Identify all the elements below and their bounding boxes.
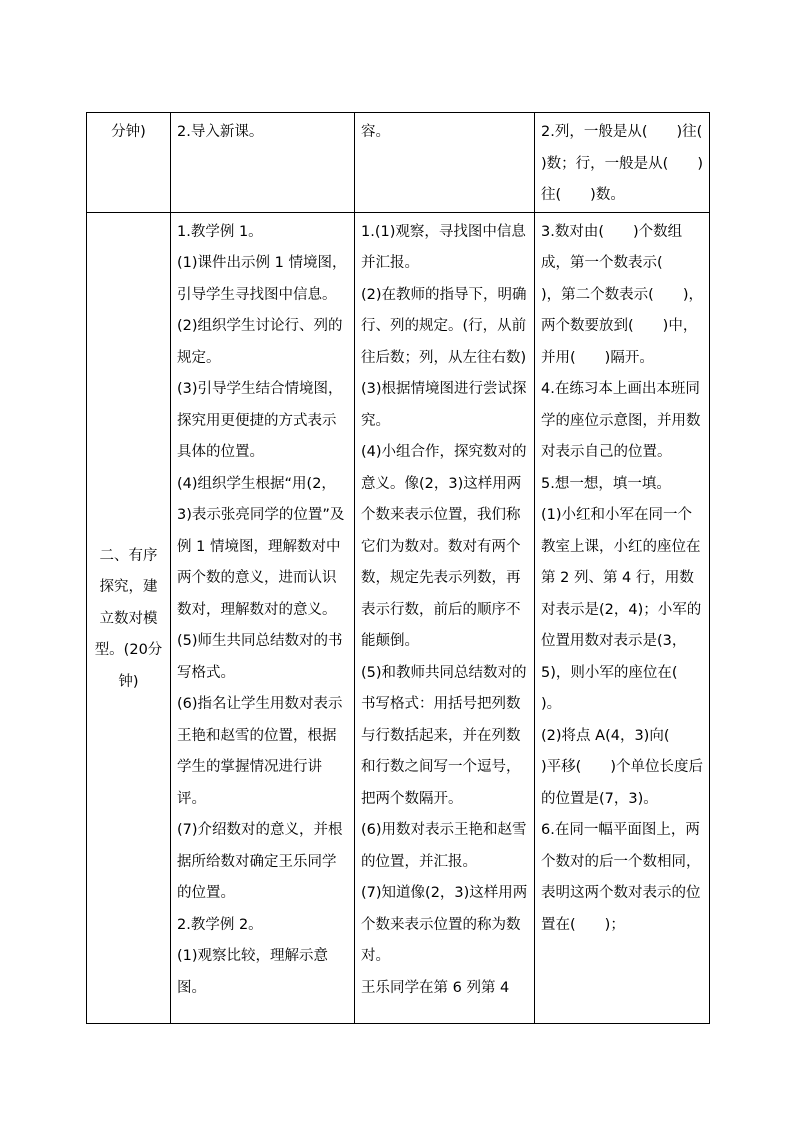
stage-cell [87, 212, 171, 1023]
teacher-activity-cell [171, 113, 355, 213]
exercise-cell [535, 212, 722, 1023]
student-paragraph: (6)用数对表示王艳和赵雪的位置，并汇报。 [361, 822, 527, 870]
teacher-paragraph: (4)组织学生根据“用(2，3)表示张亮同学的位置”及例 1 情境图，理解数对中两个数的意义，进而认识数对，理解数对的意义。 [177, 475, 345, 618]
table-row [87, 212, 710, 1023]
teacher-paragraph: 2.导入新课。 [177, 124, 264, 140]
table-row [87, 113, 710, 213]
student-activity-cell [355, 113, 535, 213]
student-activity-cell [355, 212, 535, 1023]
student-paragraph: (5)和教师共同总结数对的书写格式：用括号把列数与行数括起来，并在列数和行数之间写一个逗号，把两个数隔开。 [361, 664, 527, 807]
teacher-paragraph: 1.教学例 1。 [177, 223, 263, 240]
student-paragraph: (4)小组合作，探究数对的意义。像(2，3)这样用两个数来表示位置，我们称它们为数对。数对有两个数，规定先表示列数，再表示行数，前后的顺序不能颠倒。 [361, 444, 527, 649]
exercise-paragraph: 6.在同一幅平面图上，两个数对的后一个数相同，表明这两个数对表示的位置在( )； [541, 822, 701, 933]
teacher-paragraph: (6)指名让学生用数对表示王艳和赵雪的位置，根据学生的掌握情况进行讲评。 [177, 696, 343, 807]
teacher-paragraph: (1)课件出示例 1 情境图，引导学生寻找图中信息。 [177, 255, 347, 303]
teacher-paragraph: (7)介绍数对的意义，并根据所给数对确定王乐同学的位置。 [177, 822, 343, 901]
lesson-plan-table [86, 112, 732, 1024]
exercise-paragraph: (1)小红和小军在同一个教室上课，小红的座位在第 2 列、第 4 行，用数对表示是(2，4)；小军的位置用数对表示是(3，5)，则小军的座位在( )。 [541, 507, 722, 712]
stage-text: 分钟) [111, 124, 146, 140]
exercise-paragraph: 2.列，一般是从( )往( )数；行，一般是从( )往( )数。 [541, 124, 732, 203]
teacher-activity-cell [171, 212, 355, 1023]
exercise-paragraph: 5.想一想，填一填。 [541, 475, 671, 492]
student-paragraph: (3)根据情境图进行尝试探究。 [361, 381, 527, 429]
student-paragraph: 王乐同学在第 6 列第 4 [361, 979, 510, 996]
teacher-paragraph: (1)观察比较，理解示意图。 [177, 948, 329, 996]
student-paragraph: 1.(1)观察，寻找图中信息并汇报。 [361, 223, 526, 271]
teacher-paragraph: 2.教学例 2。 [177, 916, 263, 933]
stage-cell [87, 113, 171, 213]
student-paragraph: (7)知道像(2，3)这样用两个数来表示位置的称为数对。 [361, 885, 528, 964]
teacher-paragraph: (5)师生共同总结数对的书写格式。 [177, 633, 343, 681]
student-paragraph: (2)在教师的指导下，明确行、列的规定。(行，从前往后数；列，从左往右数) [361, 286, 527, 366]
exercise-paragraph: 4.在练习本上画出本班同学的座位示意图，并用数对表示自己的位置。 [541, 381, 701, 460]
exercise-paragraph: (2)将点 A(4，3)向( )平移( )个单位长度后的位置是(7，3)。 [541, 727, 703, 807]
exercise-paragraph: 3.数对由( )个数组成，第一个数表示( )，第二个数表示( )，两个数要放到( )中，并用( )隔开。 [541, 223, 703, 366]
stage-text: 二、有序探究，建立数对模型。(20分钟) [94, 547, 163, 690]
teacher-paragraph: (3)引导学生结合情境图，探究用更便捷的方式表示具体的位置。 [177, 381, 343, 460]
teacher-paragraph: (2)组织学生讨论行、列的规定。 [177, 318, 343, 366]
exercise-cell [535, 113, 732, 213]
student-paragraph: 容。 [361, 124, 390, 140]
